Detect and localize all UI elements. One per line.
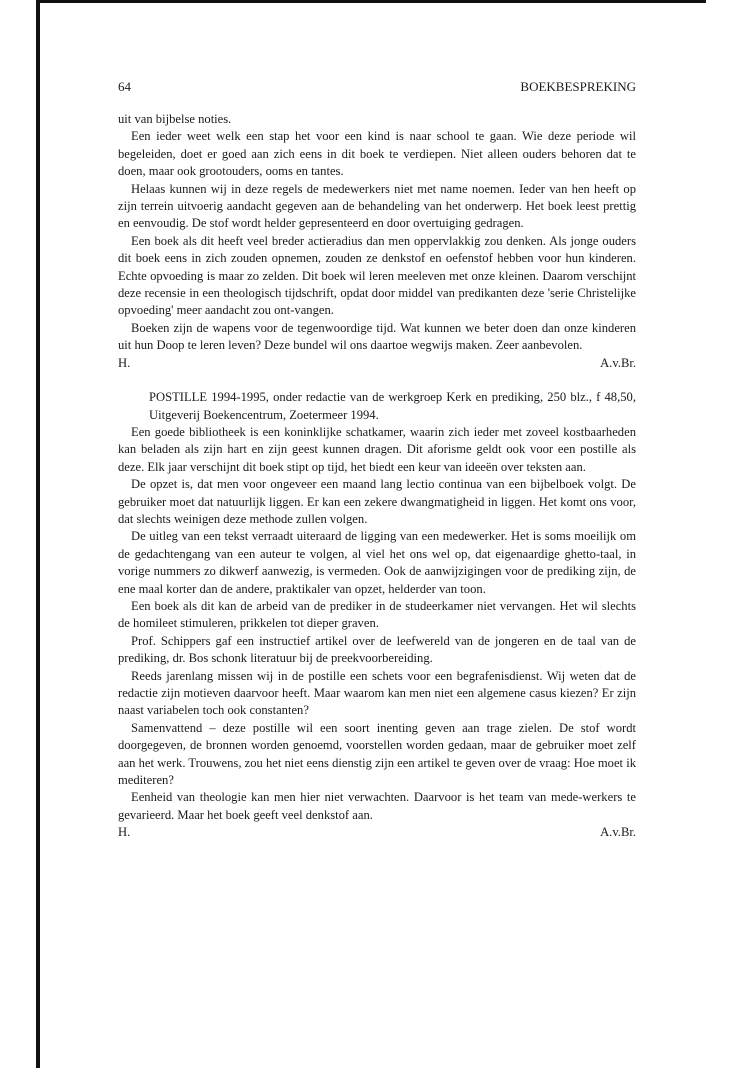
signature-initial: H. xyxy=(118,825,131,840)
section-title: BOEKBESPREKING xyxy=(520,79,636,94)
paragraph: Een boek als dit heeft veel breder actieradius dan men oppervlakkig zou denken. Als jonge ouders dit boek eens in zich zouden opnemen, zouden ze denkstof en oefenstof hebben voor hun kinderen. Echte opvoeding is maar zo zelden. Dit boek wil leren meeleven met onze kleinen. Daarom verschijnt deze recensie in een theologisch tijdschrift, opdat door middel van predikanten deze 'serie Christelijke opvoeding' meer aandacht zou ont-vangen. xyxy=(118,233,636,318)
page-number: 64 xyxy=(118,79,131,94)
review-signature xyxy=(118,824,636,841)
page-content xyxy=(118,78,636,842)
paragraph: Reeds jarenlang missen wij in de postille een schets voor een begrafenisdienst. Wij weten dat de redactie zijn motieven daarvoor heeft. Maar waarom kan men niet een algemene casus kiezen? Er zijn naast variabelen toch ook constanten? xyxy=(118,668,636,718)
paragraph: Een ieder weet welk een stap het voor een kind is naar school te gaan. Wie deze periode wil begeleiden, doet er goed aan zich eens in dit boek te verdiepen. Niet alleen ouders behoren dat te doen, maar ook grootouders, ooms en tantes. xyxy=(118,129,636,179)
paragraph: Eenheid van theologie kan men hier niet verwachten. Daarvoor is het team van mede-werkers te gevarieerd. Maar het boek geeft veel denkstof aan. xyxy=(118,790,636,822)
scan-border-left xyxy=(36,0,40,1068)
paragraph: uit van bijbelse noties. xyxy=(118,112,232,126)
paragraph: De opzet is, dat men voor ongeveer een maand lang lectio continua van een bijbelboek volgt. De gebruiker moet dat natuurlijk liggen. Er kan een zekere dwangmatigheid in liggen. Het komt ons voor, dat slechts weinigen deze methode zullen volgen. xyxy=(118,477,636,526)
signature-author: A.v.Br. xyxy=(600,825,636,840)
running-header xyxy=(118,78,636,95)
review-2 xyxy=(118,389,636,842)
paragraph: Een goede bibliotheek is een koninklijke schatkamer, waarin zich ieder met zoveel kostbaarheden kan beladen als zijn hart en zijn geest kunnen dragen. Dit aforisme geldt ook voor een postille als deze. Elk jaar verschijnt dit boek stipt op tijd, het biedt een keur van ideeën over teksten aan. xyxy=(118,424,636,474)
paragraph: Prof. Schippers gaf een instructief artikel over de leefwereld van de jongeren en de taal van de prediking, dr. Bos schonk literatuur bij de preekvoorbereiding. xyxy=(118,633,636,666)
scan-border-top xyxy=(36,0,706,3)
book-heading: POSTILLE 1994-1995, onder redactie van de werkgroep Kerk en prediking, 250 blz., f 48,50, Uitgeverij Boekencentrum, Zoetermeer 1994. xyxy=(149,390,636,422)
paragraph: Een boek als dit kan de arbeid van de prediker in de studeerkamer niet vervangen. Het wil slechts de homileet stimuleren, prikkelen tot dieper graven. xyxy=(118,598,636,631)
paragraph: Helaas kunnen wij in deze regels de medewerkers niet met name noemen. Ieder van hen heeft op zijn terrein uitvoerig aandacht gegeven aan de behandeling van het onderwerp. Het boek leest prettig en eenvoudig. De stof wordt helder gepresenteerd en door overtuiging gedragen. xyxy=(118,181,636,231)
signature-author: A.v.Br. xyxy=(600,355,636,370)
signature-initial: H. xyxy=(118,355,131,370)
paragraph: Boeken zijn de wapens voor de tegenwoordige tijd. Wat kunnen we beter doen dan onze kinderen uit hun Doop te leren leven? Deze bundel wil ons daartoe wegwijs maken. Zeer aanbevolen. xyxy=(118,320,636,353)
paragraph: Samenvattend – deze postille wil een soort inenting geven aan trage zielen. De stof wordt doorgegeven, de bronnen worden genoemd, voorstellen worden gedaan, maar de gebruiker moet zelf aan het werk. Trouwens, zou het niet eens dienstig zijn een artikel te geven over de vraag: Hoe moet ik mediteren? xyxy=(118,720,636,788)
review-signature xyxy=(118,355,636,372)
paragraph: De uitleg van een tekst verraadt uiteraard de ligging van een medewerker. Het is soms moeilijk om de gedachtengang van een auteur te volgen, al viel het ons wel op, dat eigenaardige ghetto-taal, in vorige nummers zo dikwerf aanwezig, is vermeden. Ook de aanwijzigingen voor de prediking zijn, de ene maal korter dan de andere, praktikaler van opzet, helderder van toon. xyxy=(118,529,636,596)
review-1 xyxy=(118,111,636,372)
